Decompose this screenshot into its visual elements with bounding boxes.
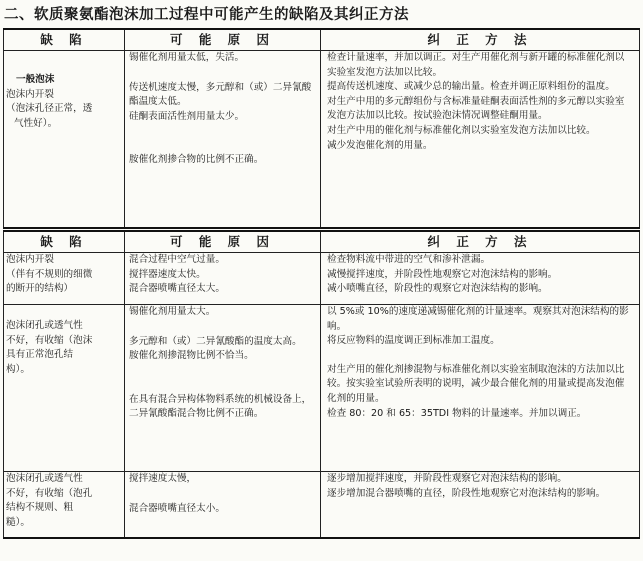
- page-title: 二、软质聚氨酯泡沫加工过程中可能产生的缺陷及其纠正方法: [4, 7, 409, 23]
- cause-item: 锡催化剂用量太低，失活。: [129, 52, 245, 63]
- defect-cell: [4, 472, 125, 538]
- defect-line: 不好，有收缩（泡沫: [6, 334, 93, 346]
- table-row: [4, 472, 640, 538]
- defect-line: 不好，有收缩（泡孔: [6, 487, 93, 499]
- cause-item: 多元醇和（或）二异氰酸酯的温度太高。: [129, 335, 302, 347]
- defects-table-2: [3, 230, 640, 539]
- defect-line: 泡沫闭孔或透气性: [6, 320, 83, 331]
- cause-item: 搅拌速度太慢，: [129, 473, 197, 484]
- remedy-item: 逐步增加混合器喷嘴的直径，阶段性地观察它对泡沫结构的影响。: [327, 487, 606, 499]
- cause-item: 胺催化剂掺合物的比例不正确。: [129, 154, 264, 166]
- remedy-item: 检查物料流中带进的空气和渗补泄漏。: [327, 254, 491, 265]
- cause-item: 混合过程中空气过量。: [129, 254, 225, 265]
- header-cause: 可 能 原 因: [125, 231, 321, 253]
- header-cause: 可 能 原 因: [125, 29, 321, 51]
- remedy-item: 对生产中用的催化剂与标准催化剂以实验室发泡方法加以比较。: [327, 124, 596, 136]
- remedy-cell: [321, 472, 640, 538]
- table-row: [4, 51, 640, 228]
- defect-line: 一般泡沫: [16, 74, 55, 85]
- remedy-item: 以 5%或 10%的速度递减锡催化剂的计量速率。观察其对泡沫结构的影响。: [327, 306, 629, 332]
- remedy-item: 逐步增加搅拌速度，并阶段性观察它对泡沫结构的影响。: [327, 473, 567, 484]
- remedy-cell: [321, 51, 640, 228]
- cause-cell: [125, 51, 321, 228]
- defect-line: （伴有不规则的细微: [6, 268, 93, 280]
- table-row: [4, 305, 640, 472]
- table-row: [4, 253, 640, 305]
- remedy-item: 减小喷嘴直径，阶段性的观察它对泡沫结构的影响。: [327, 283, 548, 295]
- remedy-cell: [321, 253, 640, 305]
- cause-cell: [125, 253, 321, 305]
- cause-item: 硅酮表面活性剂用量太少。: [129, 110, 245, 122]
- defect-line: 气性好）。: [14, 117, 58, 129]
- cause-item: 混合器喷嘴直径太小。: [129, 502, 225, 514]
- defect-line: 具有正常泡孔结: [6, 349, 74, 361]
- cause-item: 锡催化剂用量太大。: [129, 306, 216, 317]
- table-header-row: [4, 29, 640, 51]
- remedy-item: 提高传送机速度、或减少总的输出量。检查并调正原料组份的温度。: [327, 81, 615, 93]
- cause-cell: [125, 305, 321, 472]
- remedy-item: 对生产中用的多元醇组份与含标准量硅酮表面活性剂的多元醇以实验室发泡方法加以比较。按试验泡沫情况调整硅酮用量。: [327, 95, 625, 122]
- defect-line: 的断开的结构）: [6, 283, 74, 295]
- cause-item: 胺催化剂掺混物比例不恰当。: [129, 350, 254, 362]
- defect-line: （泡沫孔径正常，透: [6, 103, 93, 115]
- remedy-item: 对生产用的催化剂掺混物与标准催化剂以实验室制取泡沫的方法加以比较。按实验室试验所表明的说明，减少最合催化剂的用量或提高发泡催化剂的用量。: [327, 363, 625, 404]
- cause-item: 混合器喷嘴直径太大。: [129, 283, 225, 295]
- remedy-item: 减少发泡催化剂的用量。: [327, 139, 433, 151]
- defect-cell: [4, 305, 125, 472]
- defect-line: 构）。: [6, 363, 30, 375]
- header-defect: 缺 陷: [4, 29, 125, 51]
- cause-item: 在具有混合异构体物料系统的机械设备上，二异氰酸酯混合物比例不正确。: [129, 393, 312, 420]
- header-defect: 缺 陷: [4, 231, 125, 253]
- cause-cell: [125, 472, 321, 538]
- defect-line: 泡沫内开裂: [6, 88, 54, 100]
- defect-cell: [4, 51, 125, 228]
- table-header-row: [4, 231, 640, 253]
- remedy-item: 检查 80：20 和 65：35TDI 物料的计量速率。并加以调正。: [327, 407, 587, 419]
- cause-item: 传送机速度太慢，多元醇和（或）二异氰酸酯温度太低。: [129, 81, 312, 108]
- defect-line: 糙）。: [6, 516, 30, 528]
- defect-line: 泡沫内开裂: [6, 254, 54, 265]
- remedy-cell: [321, 305, 640, 472]
- cause-item: 搅拌器速度太快。: [129, 268, 206, 280]
- header-remedy: 纠 正 方 法: [321, 29, 640, 51]
- remedy-item: 将反应物料的温度调正到标准加工温度。: [327, 335, 500, 347]
- header-remedy: 纠 正 方 法: [321, 231, 640, 253]
- defect-line: 结构不规则、粗: [6, 502, 74, 514]
- defect-line: 泡沫闭孔或透气性: [6, 473, 83, 484]
- remedy-item: 减慢搅拌速度，并阶段性地观察它对泡沫结构的影响。: [327, 268, 558, 280]
- remedy-item: 检查计量速率，并加以调正。对生产用催化剂与新开罐的标准催化剂以实验室发泡方法加以比较。: [327, 52, 625, 78]
- defects-table-1: [3, 28, 640, 229]
- defect-cell: [4, 253, 125, 305]
